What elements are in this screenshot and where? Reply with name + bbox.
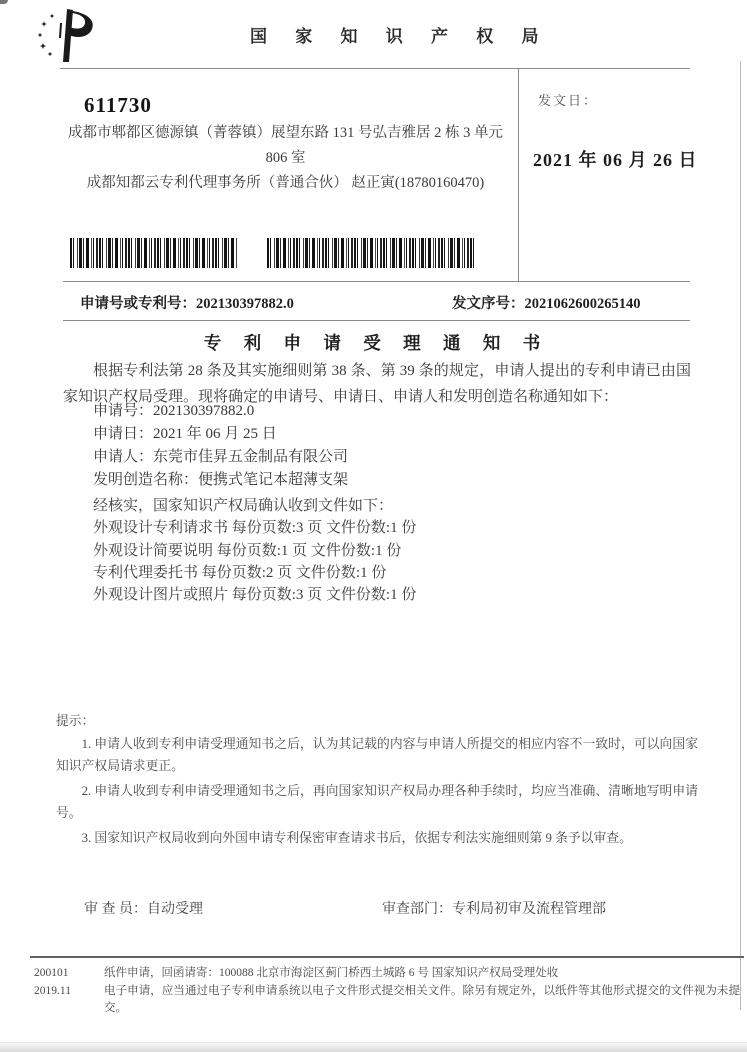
notice-title: 专 利 申 请 受 理 通 知 书 [203,333,550,353]
page-bottom-shadow [0,1042,747,1052]
application-fields [93,400,348,492]
examiner-value: 自动受理 [147,902,203,917]
dispatch-serial-label: 发文序号： [452,296,525,312]
application-number-value: 202130397882.0 [196,296,294,312]
dispatch-box-left-border [518,68,519,281]
field-application-date [93,423,348,446]
confirm-line: 经核实，国家知识产权局确认收到文件如下： [93,498,394,514]
field-invention-title [93,469,348,492]
footer-form-codes [34,965,71,1000]
address-line-2: 806 室 [265,150,306,166]
application-number-label: 申请号或专利号： [80,296,196,312]
department-label: 审查部门： [382,902,452,917]
agent-line: 成都知都云专利代理事务所（普通合伙） 赵正寅(18780160470) [86,175,485,191]
agency-title: 国 家 知 识 产 权 局 [250,27,551,46]
header-divider [60,68,690,69]
notice-intro-paragraph: 根据专利法第 28 条及其实施细则第 38 条、第 39 条的规定，申请人提出的专利申请已由国家知识产权局受理。现将确定的申请号、申请日、申请人和发明创造名称通知如下： [63,363,691,405]
document-item: 外观设计图片或照片 每份页数:3 页 文件份数:1 份 [93,587,417,604]
field-value: 2021 年 06 月 25 日 [153,426,277,442]
document-item: 外观设计简要说明 每份页数:1 页 文件份数:1 份 [93,542,402,559]
dispatch-date-label: 发文日： [538,93,599,108]
postal-code: 611730 [84,93,152,117]
footer-instructions [104,965,740,1018]
field-value: 东莞市佳昇五金制品有限公司 [153,449,349,465]
field-applicant [93,446,348,469]
tips-section [56,710,698,852]
tip-item: 1. 申请人收到专利申请受理通知书之后，认为其记载的内容与申请人所提交的相应内容不一致时，可以向国家知识产权局请求更正。 [56,737,698,773]
footer-form-code: 200101 [34,967,69,979]
application-number-row [80,292,294,313]
field-application-number [93,400,348,423]
tip-item: 3. 国家知识产权局收到向外国申请专利保密审查请求书后，依据专利法实施细则第 9 条予以审查。 [81,831,632,845]
tip-item: 2. 申请人收到专利申请受理通知书之后，再向国家知识产权局办理各种手续时，均应当准确、清晰地写明申请号。 [56,784,698,820]
department-row [382,898,606,918]
address-line-1: 成都市郫都区德源镇（菁蓉镇）展望东路 131 号弘吉雅居 2 栋 3 单元 [68,125,503,141]
recipient-address [58,121,513,196]
scan-artifact-speck [0,0,8,4]
field-value: 202130397882.0 [153,403,255,419]
dispatch-serial-value: 2021062600265140 [524,296,641,312]
address-section-divider [63,281,690,282]
title-section-divider [63,320,690,321]
examiner-row [84,898,203,918]
barcode-right-icon [267,238,477,268]
page-edge-line [740,61,741,1010]
tips-label: 提示： [56,714,95,728]
dispatch-date-value: 2021 年 06 月 26 日 [533,150,698,170]
cnipa-logo-icon [36,8,98,64]
field-label: 申请人： [93,449,154,465]
document-item: 外观设计专利请求书 每份页数:3 页 文件份数:1 份 [93,520,417,537]
field-label: 发明创造名称： [93,472,199,488]
field-label: 申请号： [93,403,154,419]
footer-form-date: 2019.11 [34,984,71,997]
footer-electronic-line: 电子申请，应当通过电子专利申请系统以电子文件形式提交相关文件。除另有规定外，以纸件等其他形式提交的文件视为未提交。 [104,984,740,1014]
received-documents-section [93,495,416,606]
document-item: 专利代理委托书 每份页数:2 页 文件份数:1 份 [93,564,387,581]
department-value: 专利局初审及流程管理部 [452,902,606,917]
footer-paper-line: 纸件申请，回函请寄：100088 北京市海淀区蓟门桥西土城路 6 号 国家知识产权局受理处收 [104,967,559,979]
field-label: 申请日： [93,426,154,442]
footer-divider [30,956,744,958]
field-value: 便携式笔记本超薄支架 [198,472,349,488]
dispatch-serial-row [452,292,641,313]
barcode-left-icon [70,238,237,268]
examiner-label: 审 查 员： [84,902,147,917]
